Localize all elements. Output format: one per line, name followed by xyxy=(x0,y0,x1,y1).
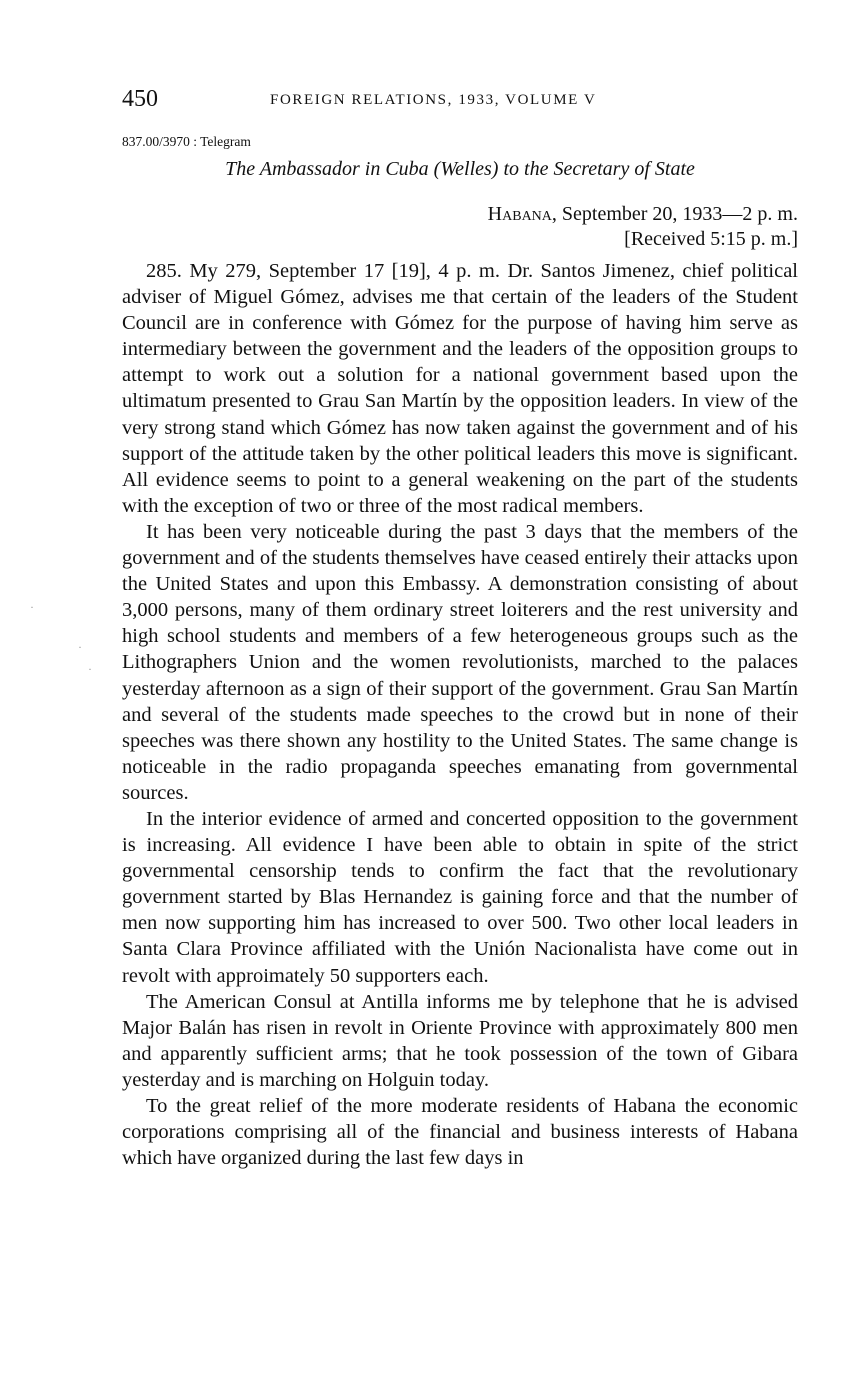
file-reference: 837.00/3970 : Telegram xyxy=(122,134,251,149)
scan-speck: · xyxy=(30,600,34,614)
dateline-place: Habana, xyxy=(487,203,557,225)
telegram-body xyxy=(122,258,798,1171)
paragraph-4: The American Consul at Antilla informs me by telephone that he is advised Major Balán has risen in revolt in Oriente Province with approximately 800 men and apparently sufficient arms; that he took possession of the town of Gibara yesterday and is marching on Holguin today. xyxy=(122,990,798,1091)
paragraph-2: It has been very noticeable during the past 3 days that the members of the government and of the students themselves have ceased entirely their attacks upon the United States and upon this Embassy. A demonstration consisting of about 3,000 persons, many of them ordinary street loiterers and the rest university and high school students and members of a few heterogeneous groups such as the Lithographers Union and the women revolutionists, marched to the palaces yesterday afternoon as a sign of their support of the government. Grau San Martín and several of the students made speeches to the crowd but in none of their speeches was there shown any hostility to the United States. The same change is noticeable in the radio propaganda speeches emanating from governmental sources. xyxy=(122,520,798,804)
page-header xyxy=(122,86,798,116)
scan-speck: · xyxy=(88,662,92,676)
scan-speck: · xyxy=(78,640,82,654)
document-title: The Ambassador in Cuba (Welles) to the Secretary of State xyxy=(225,158,695,180)
dateline xyxy=(488,202,798,252)
paragraph-5: To the great relief of the more moderate residents of Habana the economic corporations comprising all of the financial and business interests of Habana which have organized during the last few days in xyxy=(122,1095,798,1170)
dateline-received: [Received 5:15 p. m.] xyxy=(624,228,798,250)
paragraph-3: In the interior evidence of armed and concerted opposition to the government is increasing. All evidence I have been able to obtain in spite of the strict governmental censorship tends to confirm the fact that the revolutionary government started by Blas Hernandez is gaining force and that the number of men now supporting him has increased to over 500. Two other local leaders in Santa Clara Province affiliated with the Unión Nacionalista have come out in revolt with approimately 50 supporters each. xyxy=(122,807,798,987)
dateline-date: September 20, 1933—2 p. m. xyxy=(561,203,798,225)
running-head: FOREIGN RELATIONS, 1933, VOLUME V xyxy=(270,92,597,108)
page-number: 450 xyxy=(122,86,158,112)
dateline-sent xyxy=(488,202,798,227)
paragraph-1: 285. My 279, September 17 [19], 4 p. m. Dr. Santos Jimenez, chief political adviser of Miguel Gómez, advises me that certain of the leaders of the Student Council are in conference with Gómez for the purpose of having him serve as intermediary between the government and the leaders of the opposition groups to attempt to work out a solution for a national government based upon the ultimatum presented to Grau San Martín by the opposition leaders. In view of the very strong stand which Gómez has now taken against the government and of his support of the attitude taken by the other political leaders this move is significant. All evidence seems to point to a general weakening on the part of the students with the exception of two or three of the most radical members. xyxy=(122,260,798,517)
